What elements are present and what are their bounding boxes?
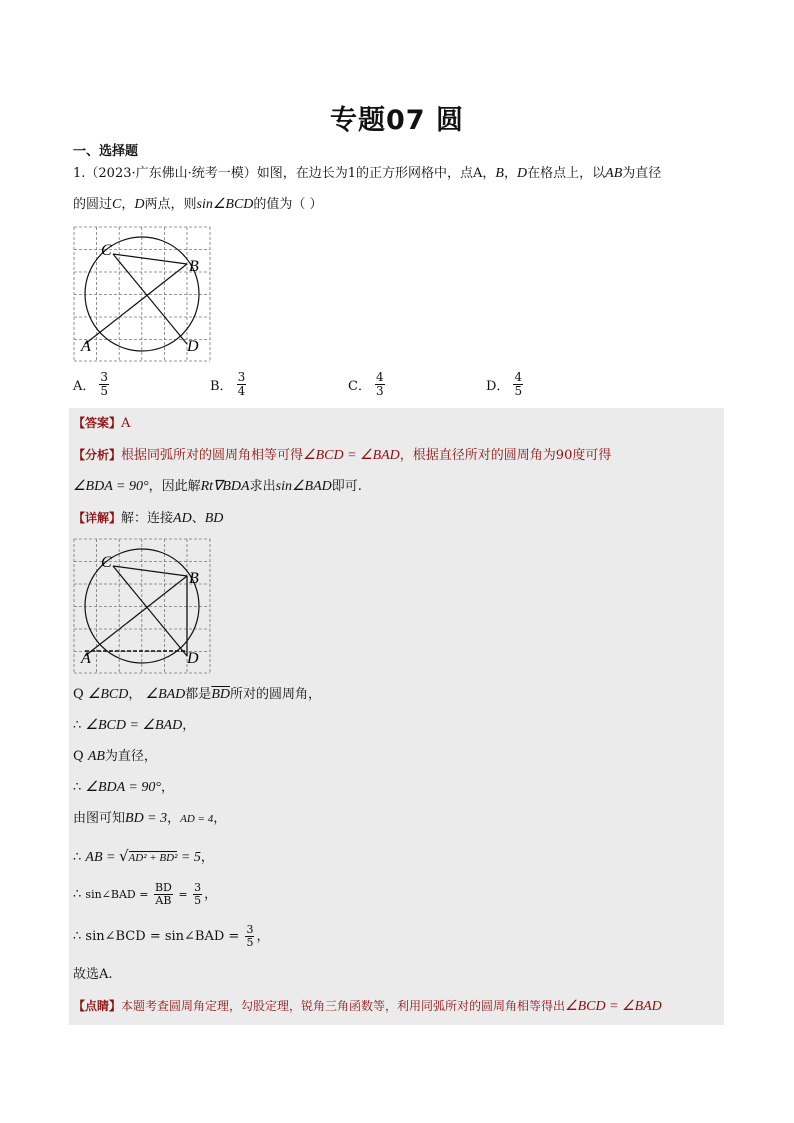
detail-line: 【详解】解：连接AD、BD (73, 511, 224, 526)
step-9: 故选A. (73, 967, 113, 982)
step-6: ∴ AB = √AD² + BD² = 5， (73, 847, 214, 865)
step-2: ∴ ∠BCD = ∠BAD， (73, 718, 196, 733)
comment-line: 【点睛】本题考查圆周角定理，勾股定理，锐角三角函数等，利用同弧所对的圆周角相等得出∠BCD = ∠BAD (73, 999, 662, 1014)
point-label-b: B (189, 570, 199, 587)
point-label-a: A (81, 650, 91, 667)
point-label-c: C (101, 242, 112, 259)
point-label-b: B (189, 258, 199, 275)
answer-line: 【答案】A (73, 416, 131, 431)
step-5: 由图可知BD = 3，AD = 4， (73, 811, 227, 826)
step-4: ∴ ∠BDA = 90°， (73, 780, 174, 795)
step-7: ∴ sin∠BAD = $\frac{BD}{AB}$ = $\frac{3}{5}$ ， (73, 881, 218, 907)
step-1: Q ∠BCD， ∠BAD都是$\overline{BD}$所对的圆周角， (73, 687, 321, 702)
step-8: ∴ sin∠BCD = sin∠BAD = $\frac{3}{5}$ ， (73, 923, 270, 949)
step-3: Q AB为直径， (73, 749, 157, 764)
analysis-line-2: ∠BDA = 90°，因此解Rt∇BDA求出sin∠BAD即可. (73, 479, 362, 494)
question-line-1: 1.（2023·广东佛山·统考一模）如图，在边长为1的正方形网格中，点A，B，D在格点上，以AB为直径 (73, 166, 662, 181)
option-b[interactable]: B． $\frac{3}{4}$ (210, 370, 246, 398)
option-d[interactable]: D． $\frac{4}{5}$ (486, 370, 523, 398)
point-label-d: D (187, 338, 199, 355)
question-figure (73, 226, 211, 362)
point-label-c: C (101, 554, 112, 571)
analysis-line-1: 【分析】根据同弧所对的圆周角相等可得∠BCD = ∠BAD，根据直径所对的圆周角为90度可得 (73, 448, 612, 463)
solution-figure (73, 538, 211, 674)
page-title: 专题07 圆 (330, 105, 464, 136)
section-heading: 一、选择题 (73, 144, 139, 159)
option-c[interactable]: C． $\frac{4}{3}$ (348, 370, 384, 398)
point-label-a: A (81, 338, 91, 355)
option-a[interactable]: A． $\frac{3}{5}$ (73, 370, 109, 398)
point-label-d: D (187, 650, 199, 667)
question-line-2: 的圆过C，D两点，则sin∠BCD的值为（ ） (73, 197, 323, 212)
